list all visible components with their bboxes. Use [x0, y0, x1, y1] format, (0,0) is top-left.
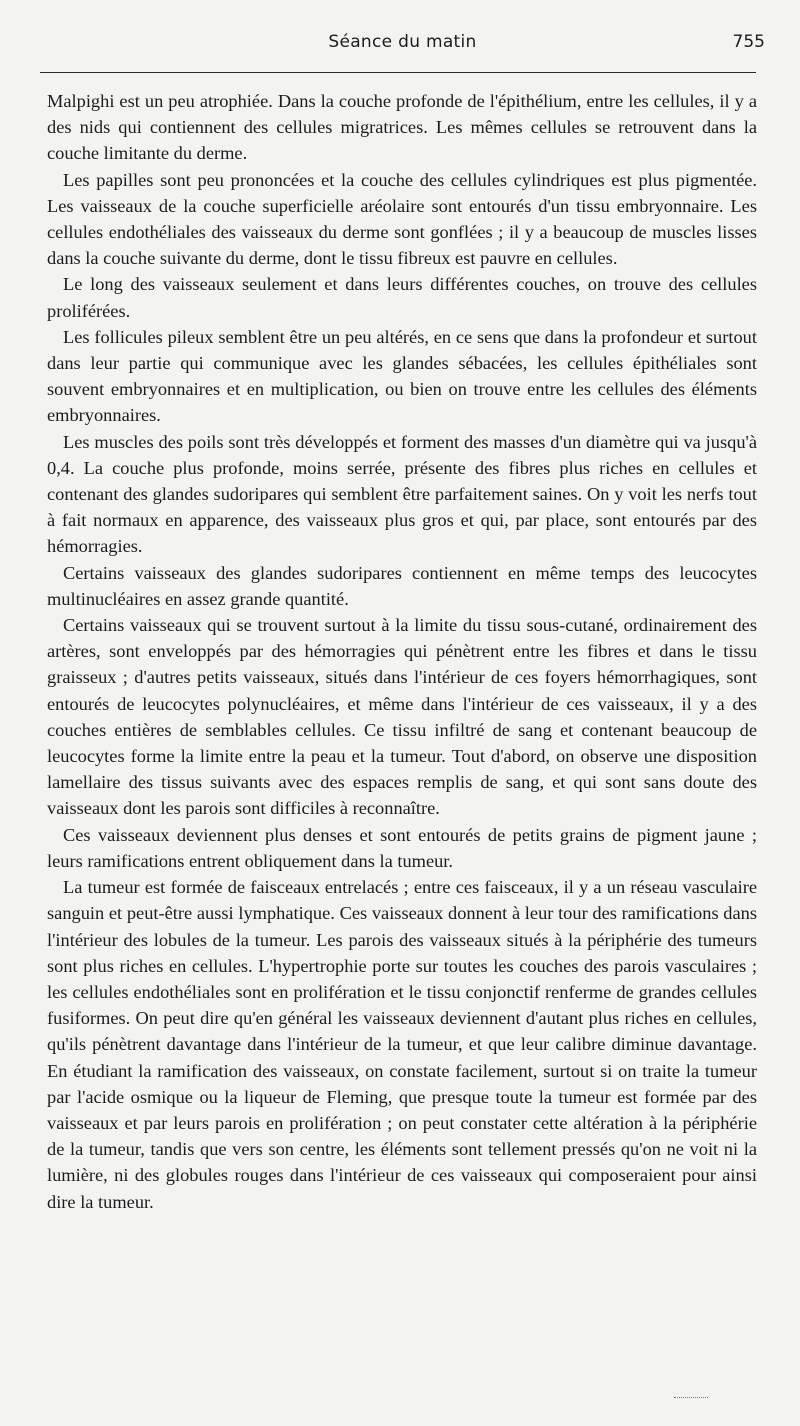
- running-header: [40, 32, 765, 58]
- paragraph: Le long des vaisseaux seulement et dans leurs différentes couches, on trouve des cellules proliférées.: [47, 274, 757, 321]
- page-number: 755: [732, 32, 765, 52]
- paragraph: Les follicules pileux semblent être un peu altérés, en ce sens que dans la profondeur et surtout dans leur partie qui communique avec les glandes sébacées, les cellules épithéliales sont souvent embryonnaires et en multiplication, ou bien on trouve entre les cellules des éléments embryonnaires.: [47, 326, 757, 426]
- paragraph: La tumeur est formée de faisceaux entrelacés ; entre ces faisceaux, il y a un réseau vasculaire sanguin et peut-être aussi lymphatique. Ces vaisseaux donnent à leur tour des ramifications dans l'intérieur des lobules de la tumeur. Les parois des vaisseaux situés à la périphérie des tumeurs sont plus riches en cellules. L'hypertrophie porte sur toutes les couches des parois vasculaires ; les cellules endothéliales sont en prolifération et le tissu conjonctif renferme de grandes cellules fusiformes. On peut dire qu'en général les vaisseaux deviennent d'autant plus riches en cellules, qu'ils pénètrent davantage dans l'intérieur de la tumeur, et que leur calibre diminue davantage. En étudiant la ramification des vaisseaux, on constate facilement, surtout si on traite la tumeur par l'acide osmique ou la liqueur de Fleming, que presque toute la tumeur est formée par des vaisseaux et par leurs parois en prolifération ; on peut constater cette altération à la périphérie de la tumeur, tandis que vers son centre, les éléments sont tellement pressés qu'on ne voit ni la lumière, ni des globules rouges dans l'intérieur de ces vaisseaux qui composeraient pour ainsi dire la tumeur.: [47, 877, 757, 1212]
- body-text: [47, 88, 757, 1215]
- paragraph: Certains vaisseaux qui se trouvent surtout à la limite du tissu sous-cutané, ordinairement des artères, sont enveloppés par des hémorragies qui pénètrent entre les fibres et dans le tissu graisseux ; d'autres petits vaisseaux, situés dans l'intérieur de ces foyers hémorrhagiques, sont entourés de leucocytes polynucléaires, et même dans l'intérieur de ces vaisseaux, il y a des couches entières de semblables cellules. Ce tissu infiltré de sang et contenant beaucoup de leucocytes forme la limite entre la peau et la tumeur. Tout d'abord, on observe une disposition lamellaire des tissus suivants avec des espaces remplis de sang, et qui sont sans doute des vaisseaux dont les parois sont difficiles à reconnaître.: [47, 615, 757, 819]
- header-rule: [40, 72, 756, 73]
- paragraph: Ces vaisseaux deviennent plus denses et sont entourés de petits grains de pigment jaune ; leurs ramifications entrent obliquement dans la tumeur.: [47, 824, 757, 871]
- paragraph: Les papilles sont peu prononcées et la couche des cellules cylindriques est plus pigmentée. Les vaisseaux de la couche superficielle aréolaire sont entourés d'un tissu embryonnaire. Les cellules endothéliales des vaisseaux du derme sont gonflées ; il y a beaucoup de muscles lisses dans la couche suivante du derme, dont le tissu fibreux est pauvre en cellules.: [47, 169, 757, 269]
- paragraph-continued: Malpighi est un peu atrophiée. Dans la couche profonde de l'épithélium, entre les cellules, il y a des nids qui contiennent des cellules migratrices. Les mêmes cellules se retrouvent dans la couche limitante du derme.: [47, 91, 757, 164]
- paragraph: Certains vaisseaux des glandes sudoripares contiennent en même temps des leucocytes multinucléaires en assez grande quantité.: [47, 562, 757, 609]
- paragraph: Les muscles des poils sont très développés et forment des masses d'un diamètre qui va jusqu'à 0,4. La couche plus profonde, moins serrée, présente des fibres plus riches en cellules et contenant des glandes sudoripares qui semblent être parfaitement saines. On y voit les nerfs tout à fait normaux en apparence, des vaisseaux plus gros et qui, par place, sont entourés par des hémorragies.: [47, 431, 757, 557]
- footer-mark: [674, 1397, 708, 1398]
- page-title: Séance du matin: [328, 32, 477, 52]
